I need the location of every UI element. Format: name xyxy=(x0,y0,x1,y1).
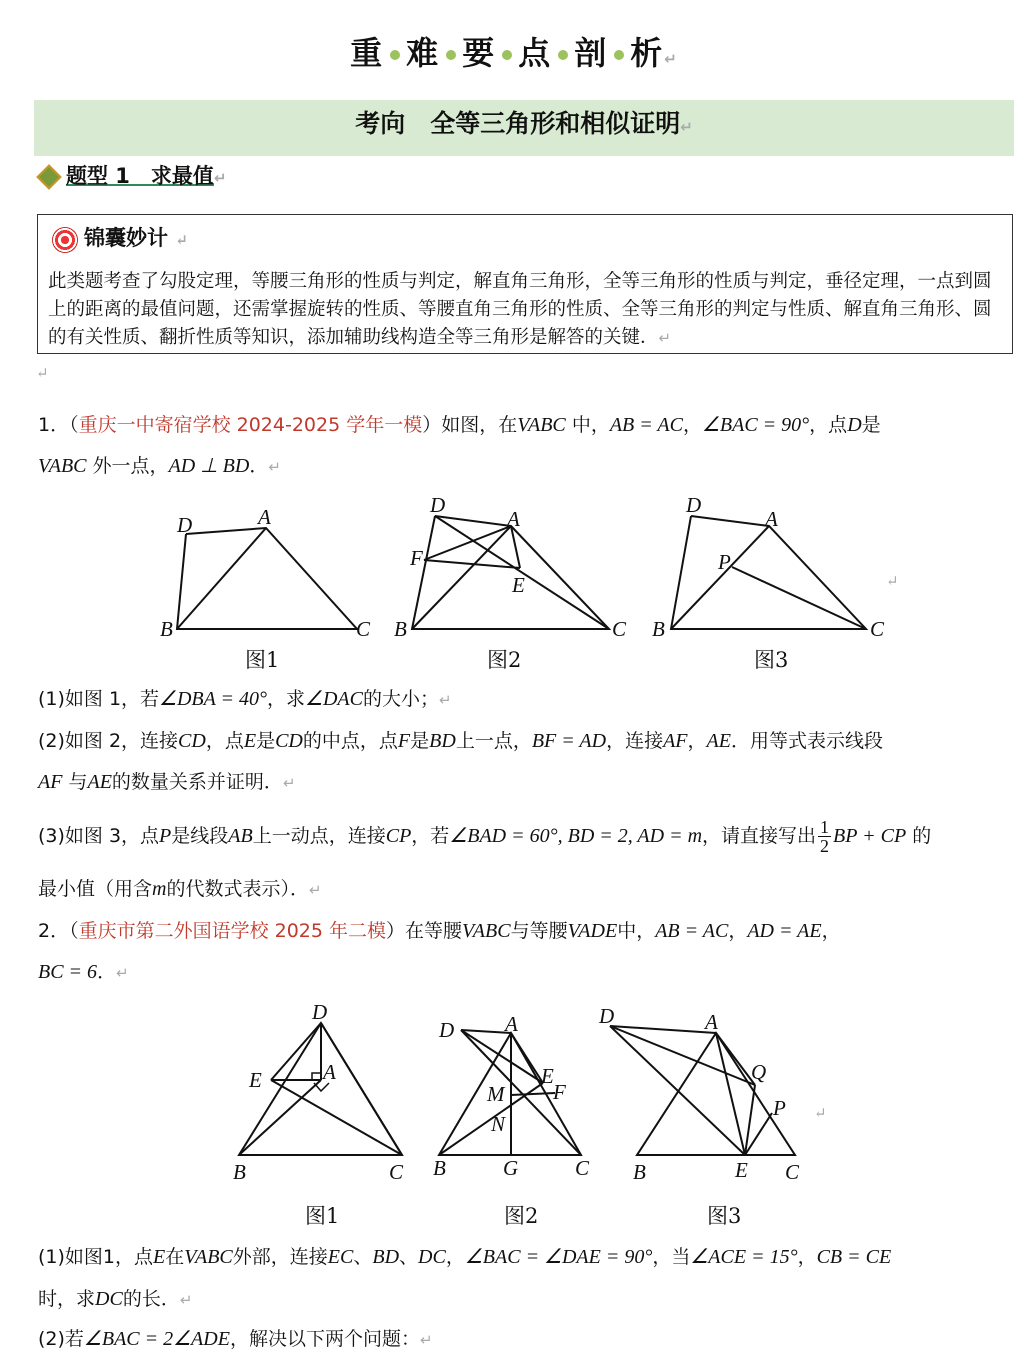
svg-text:A: A xyxy=(507,507,520,531)
topic-banner-text: 考向 全等三角形和相似证明↵ xyxy=(355,109,693,138)
svg-text:C: C xyxy=(870,617,885,641)
q1-part3: (3)如图 3，点P是线段AB上一动点，连接CP，若∠BAD = 60°, BD = 2, AD = m，请直接写出 $\frac{1}{2}$ BP + CP 的 xyxy=(38,817,932,856)
paragraph-mark: ↵ xyxy=(36,364,49,382)
svg-text:D: D xyxy=(430,493,446,517)
svg-text:C: C xyxy=(356,617,371,641)
svg-text:D: D xyxy=(686,493,702,517)
tip-box-text: 此类题考查了勾股定理，等腰三角形的性质与判定，解直角三角形，全等三角形的性质与判定，垂径定理，一点到圆上的距离的最值问题，还需掌握旋转的性质、等腰直角三角形的性质、全等三角形的判定与性质、解直角三角形、圆的有关性质、翻折性质等知识，添加辅助线构造全等三角形是解答的关键．↵ xyxy=(48,271,992,348)
q2-line1: 2．（重庆市第二外国语学校 2025 年二模）在等腰VABC与等腰VADE中，AB = AC，AD = AE， xyxy=(38,920,841,942)
q2-fig3-caption: 图3 xyxy=(707,1204,742,1228)
svg-text:E: E xyxy=(249,1068,262,1092)
q1-fig3-quad xyxy=(671,516,866,629)
svg-text:F: F xyxy=(553,1080,566,1104)
svg-text:C: C xyxy=(575,1156,590,1180)
q1-line2: VABC 外一点，AD ⊥ BD．↵ xyxy=(38,455,281,477)
svg-text:Q: Q xyxy=(751,1060,767,1084)
svg-text:B: B xyxy=(633,1160,646,1184)
q2-line2: BC = 6．↵ xyxy=(38,961,129,983)
svg-text:C: C xyxy=(785,1160,800,1184)
svg-text:B: B xyxy=(433,1156,446,1180)
svg-text:M: M xyxy=(487,1082,505,1106)
svg-text:E: E xyxy=(512,573,525,597)
svg-text:N: N xyxy=(491,1112,506,1136)
svg-text:C: C xyxy=(389,1160,404,1184)
q2-fig1-caption: 图1 xyxy=(305,1204,340,1228)
svg-text:A: A xyxy=(705,1010,718,1034)
q2-part1: (1)如图1，点E在VABC外部，连接EC、BD、DC，∠BAC = ∠DAE = 90°，当∠ACE = 15°，CB = CE xyxy=(38,1246,892,1268)
q1-fig1-diag xyxy=(177,528,266,629)
q1-fig3-caption: 图3 xyxy=(754,648,789,672)
section-heading: 题型 1 求最值↵ xyxy=(40,160,227,190)
svg-text:P: P xyxy=(773,1096,786,1120)
q2-fig3-triangle xyxy=(637,1033,795,1155)
svg-text:B: B xyxy=(394,617,407,641)
svg-text:F: F xyxy=(410,546,423,570)
svg-text:D: D xyxy=(599,1004,615,1028)
svg-text:D: D xyxy=(312,1000,328,1024)
svg-text:A: A xyxy=(505,1012,518,1036)
svg-text:A: A xyxy=(765,507,778,531)
q1-part1: (1)如图 1，若∠DBA = 40°，求∠DAC的大小；↵ xyxy=(38,688,452,710)
svg-text:B: B xyxy=(233,1160,246,1184)
svg-text:B: B xyxy=(652,617,665,641)
svg-text:E: E xyxy=(541,1064,554,1088)
q2-part1-line2: 时，求DC的长．↵ xyxy=(38,1288,193,1310)
svg-text:G: G xyxy=(503,1156,519,1180)
q2-part2: (2)若∠BAC = 2∠ADE，解决以下两个问题：↵ xyxy=(38,1328,433,1350)
q1-fig1-quad xyxy=(177,528,357,629)
svg-text:E: E xyxy=(735,1158,748,1182)
svg-text:D: D xyxy=(177,513,193,537)
svg-text:A: A xyxy=(323,1060,336,1084)
q1-fig1-caption: 图1 xyxy=(245,648,280,672)
svg-text:B: B xyxy=(160,617,173,641)
q1-fig2-quad xyxy=(412,516,609,629)
q1-part2-line2: AF 与AE的数量关系并证明．↵ xyxy=(38,771,296,793)
svg-text:P: P xyxy=(718,550,731,574)
svg-text:C: C xyxy=(612,617,627,641)
q1-fig2-caption: 图2 xyxy=(487,648,522,672)
q1-part3-line2: 最小值（用含m的代数式表示）．↵ xyxy=(38,878,322,900)
diamond-icon xyxy=(36,164,61,189)
target-icon xyxy=(52,227,78,253)
page-title: 重 难 要 点 剖 析↵ xyxy=(350,34,679,72)
svg-text:D: D xyxy=(439,1018,455,1042)
q1-part2: (2)如图 2，连接CD，点E是CD的中点，点F是BD上一点，BF = AD，连接AF，AE．用等式表示线段 xyxy=(38,730,883,752)
q1-figure-labels xyxy=(160,493,885,641)
tip-box-logo: 锦囊妙计 ↵ xyxy=(52,222,188,253)
q2-figures xyxy=(225,995,845,1190)
q1-line1: 1．（重庆一中寄宿学校 2024-2025 学年一模）如图，在VABC 中，AB = AC，∠BAC = 90°，点D是 xyxy=(38,414,881,436)
fraction-half: $\frac{1}{2}$ xyxy=(820,817,830,856)
q2-fig2-caption: 图2 xyxy=(504,1204,539,1228)
svg-text:A: A xyxy=(258,505,271,529)
